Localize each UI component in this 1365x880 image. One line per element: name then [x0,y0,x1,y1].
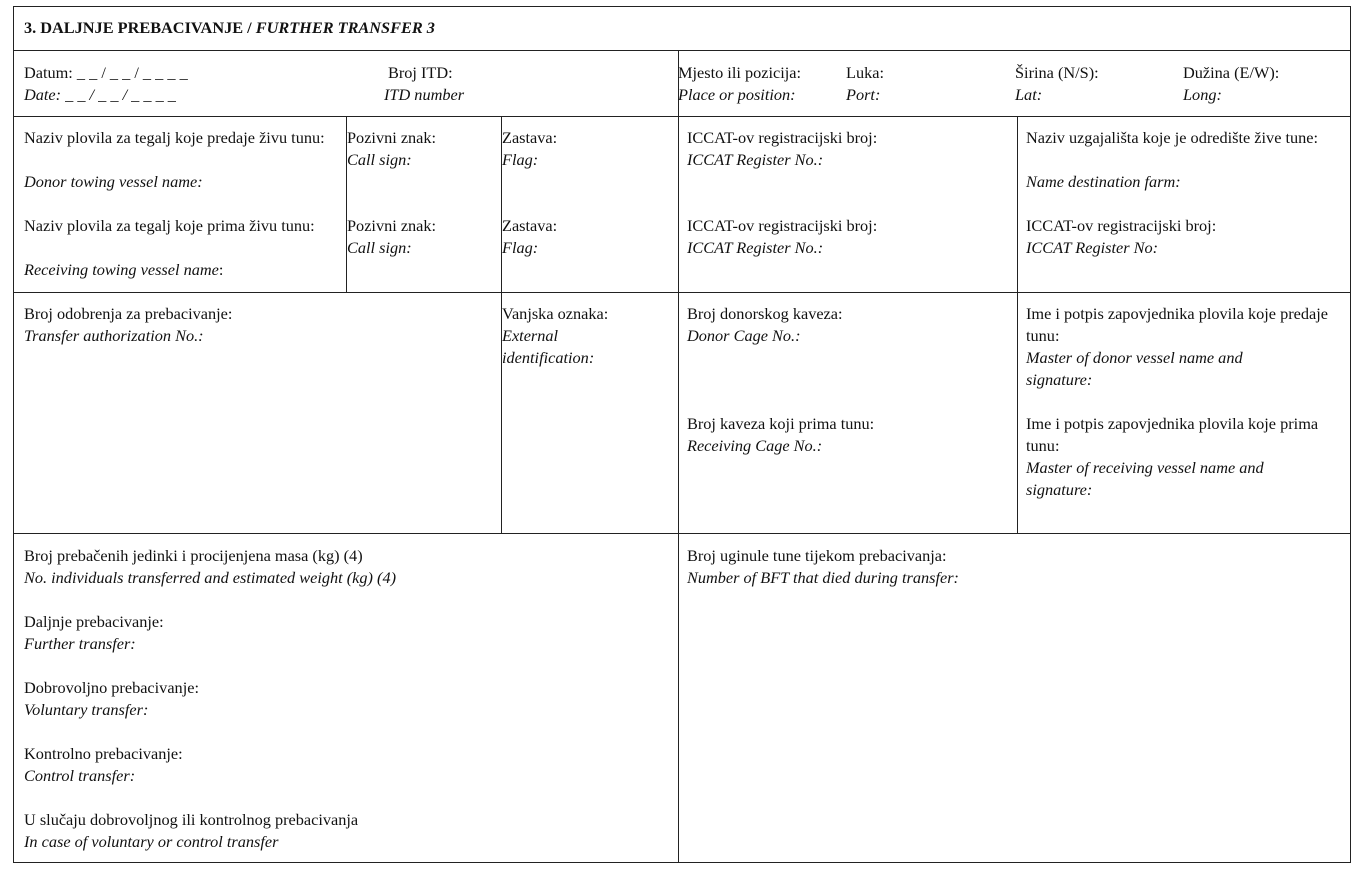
port-label: Luka: [846,63,884,82]
form-title-prefix: 3. DALJNJE PREBACIVANJE / [24,18,256,37]
divider-header [14,50,1350,51]
further-transfer-label-en: Further transfer: [24,634,136,653]
bft-died-label: Broj uginule tune tijekom prebacivanja: [687,546,947,565]
place-label-en: Place or position: [678,85,796,104]
donor-vessel-name-label-en: Donor towing vessel name: [24,172,203,191]
destination-farm-label: Naziv uzgajališta koje je odredište žive tune: [1026,128,1319,147]
divider-row2 [14,292,1350,293]
receiving-cage-label-en: Receiving Cage No.: [687,436,823,455]
iccat-register-3-label-en: ICCAT Register No: [1026,238,1159,257]
call-sign-2-label: Pozivni znak: [347,216,437,235]
date-label-en: Date: _ _ / _ _ / _ _ _ _ [24,85,176,104]
individuals-transferred-label-en: No. individuals transferred and estimated weight (kg) (4) [24,568,397,587]
donor-vessel-name-label: Naziv plovila za tegalj koje predaje živu tunu: [24,128,325,147]
iccat-register-2-label: ICCAT-ov registracijski broj: [687,216,878,235]
call-sign-label-en: Call sign: [347,150,412,169]
itd-label-en: ITD number [384,85,465,104]
master-donor-vessel-label-en: Master of donor vessel name and signature: [1026,348,1243,389]
port-label-en: Port: [846,85,881,104]
divider-row3 [14,533,1350,534]
itd-label: Broj ITD: [388,63,453,82]
call-sign-2-label-en: Call sign: [347,238,412,257]
divider-farm [1017,116,1018,533]
receiving-cage-label: Broj kaveza koji prima tunu: [687,414,875,433]
iccat-register-1-label-en: ICCAT Register No.: [687,150,824,169]
receiving-vessel-name-en-text: Receiving towing vessel name [24,260,219,279]
external-identification-label-en: External identification: [502,326,595,367]
receiving-vessel-name-colon: : [218,260,224,279]
iccat-register-1-label: ICCAT-ov registracijski broj: [687,128,878,147]
receiving-vessel-name-label: Naziv plovila za tegalj koje prima živu tunu: [24,216,315,235]
flag-2-label-en: Flag: [502,238,539,257]
divider-center [678,50,679,862]
further-transfer-label: Daljnje prebacivanje: [24,612,164,631]
latitude-label-en: Lat: [1015,85,1043,104]
destination-farm-label-en: Name destination farm: [1026,172,1181,191]
latitude-label: Širina (N/S): [1015,63,1099,82]
call-sign-label: Pozivni znak: [347,128,437,147]
iccat-register-3-label: ICCAT-ov registracijski broj: [1026,216,1217,235]
individuals-transferred-label: Broj prebačenih jedinki i procijenjena masa (kg) (4) [24,546,363,565]
voluntary-transfer-label: Dobrovoljno prebacivanje: [24,678,199,697]
external-identification-label: Vanjska oznaka: [502,304,609,323]
flag-2-label: Zastava: [502,216,558,235]
transfer-authorization-label-en: Transfer authorization No.: [24,326,204,345]
place-label: Mjesto ili pozicija: [678,63,801,82]
master-donor-vessel-label: Ime i potpis zapovjednika plovila koje predaje tunu: [1026,304,1329,345]
date-label: Datum: _ _ / _ _ / _ _ _ _ [24,63,188,82]
flag-label-en: Flag: [502,150,539,169]
longitude-label-en: Long: [1183,85,1222,104]
form-title [24,17,435,39]
divider-row1 [14,116,1350,117]
donor-cage-label-en: Donor Cage No.: [687,326,801,345]
master-receiving-vessel-label: Ime i potpis zapovjednika plovila koje prima tunu: [1026,414,1319,455]
voluntary-transfer-label-en: Voluntary transfer: [24,700,149,719]
master-receiving-vessel-label-en: Master of receiving vessel name and signature: [1026,458,1264,499]
control-transfer-label-en: Control transfer: [24,766,136,785]
receiving-vessel-name-label-en [24,259,223,281]
donor-cage-label: Broj donorskog kaveza: [687,304,843,323]
iccat-register-2-label-en: ICCAT Register No.: [687,238,824,257]
case-voluntary-control-label-en: In case of voluntary or control transfer [24,832,279,851]
case-voluntary-control-label: U slučaju dobrovoljnog ili kontrolnog prebacivanja [24,810,359,829]
further-transfer-form [13,6,1351,863]
flag-label: Zastava: [502,128,558,147]
longitude-label: Dužina (E/W): [1183,63,1280,82]
bft-died-label-en: Number of BFT that died during transfer: [687,568,959,587]
form-title-english: FURTHER TRANSFER 3 [255,18,435,37]
control-transfer-label: Kontrolno prebacivanje: [24,744,183,763]
transfer-authorization-label: Broj odobrenja za prebacivanje: [24,304,233,323]
